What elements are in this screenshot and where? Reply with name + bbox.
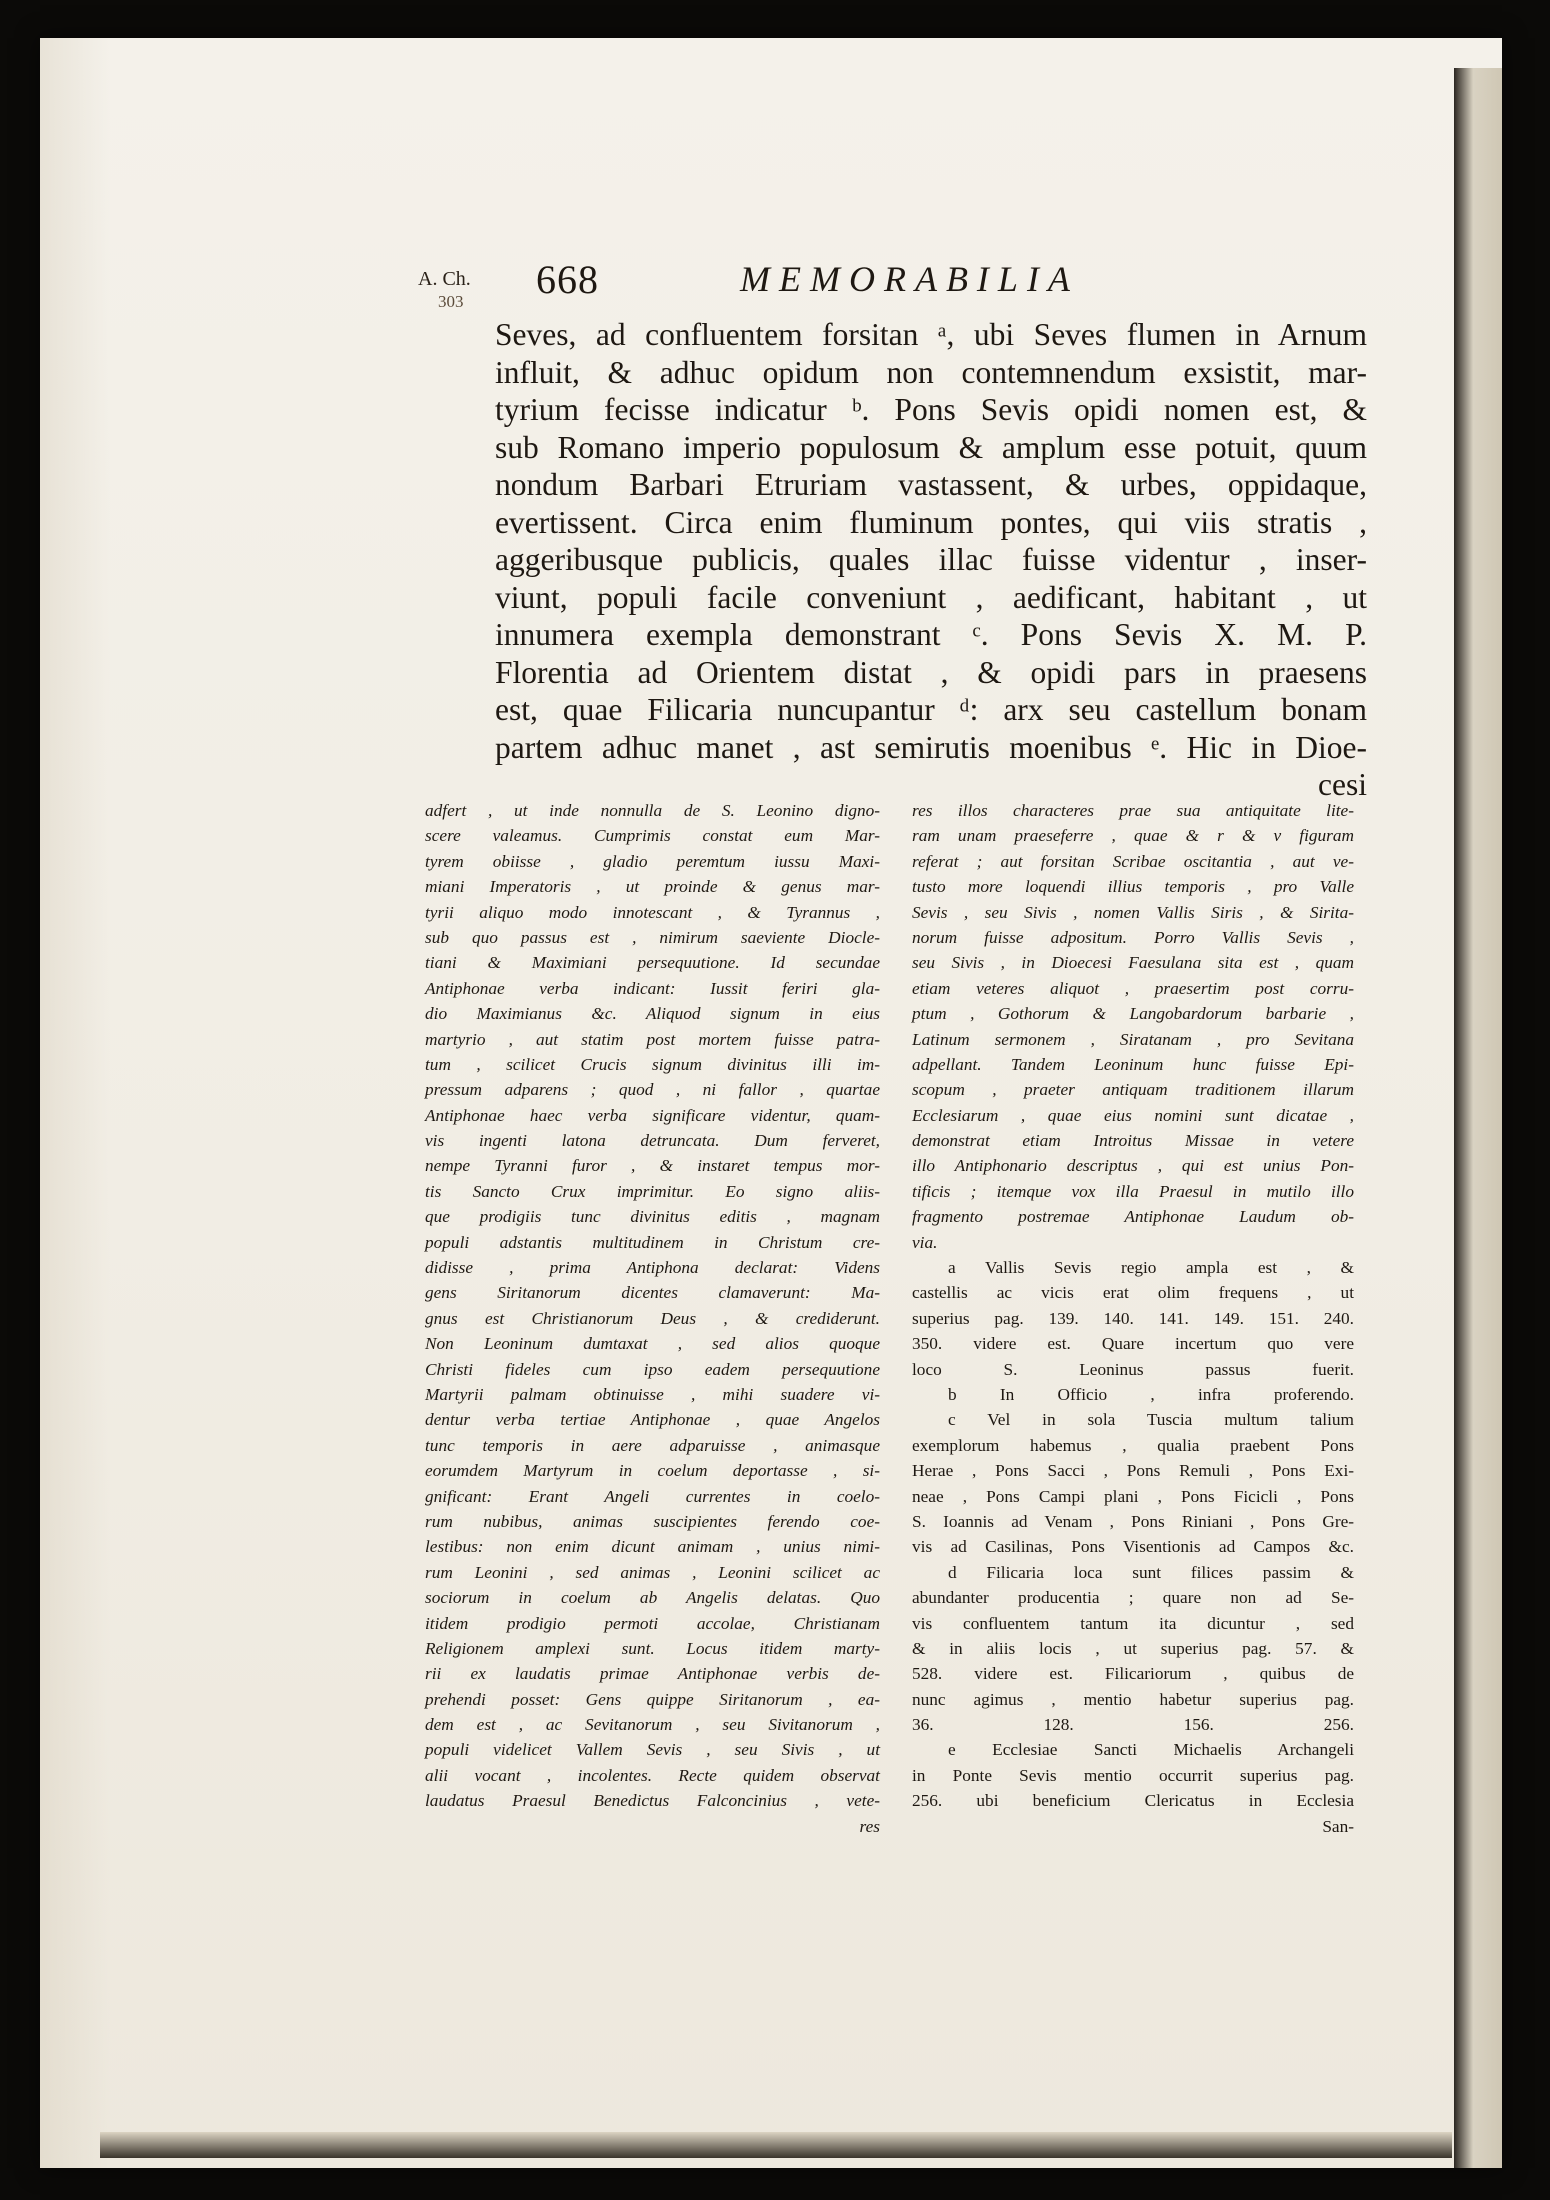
main-text-block (495, 316, 1367, 804)
footnote-line: 36. 128. 156. 256. (912, 1715, 1354, 1735)
footnote-line: loco S. Leoninus passus fuerit. (912, 1359, 1354, 1379)
footnote-line: e Ecclesiae Sancti Michaelis Archangeli (948, 1740, 1354, 1760)
left-column-line: dentur verba tertiae Antiphonae , quae Angelos (425, 1410, 880, 1430)
left-column-line: itidem prodigio permoti accolae, Christianam (425, 1613, 880, 1633)
running-head: MEMORABILIA (740, 259, 1079, 299)
footnote-line: 528. videre est. Filicariorum , quibus de (912, 1664, 1354, 1684)
margin-year-number: 303 (438, 292, 464, 311)
left-column-line: gnificant: Erant Angeli currentes in coelo- (425, 1486, 880, 1506)
left-column-line: pressum adparens ; quod , ni fallor , quartae (425, 1080, 880, 1100)
left-column-line: gens Siritanorum dicentes clamaverunt: Ma- (425, 1283, 880, 1303)
footnote-line: in Ponte Sevis mentio occurrit superius pag. (912, 1765, 1354, 1785)
left-column-line: tyrii aliquo modo innotescant , & Tyrannus , (425, 902, 880, 922)
left-column-line: res (859, 1816, 880, 1836)
main-text-line: cesi (1318, 767, 1367, 802)
left-column-line: didisse , prima Antiphona declarat: Videns (425, 1258, 880, 1278)
left-column-line: lestibus: non enim dicunt animam , unius nimi- (425, 1537, 880, 1557)
footnote-line: neae , Pons Campi plani , Pons Ficicli , Pons (912, 1486, 1354, 1506)
left-column-line: Antiphonae haec verba significare videntur, quam- (425, 1105, 880, 1125)
right-column-line: demonstrat etiam Introitus Missae in vetere (912, 1131, 1354, 1151)
left-column-line: alii vocant , incolentes. Recte quidem observat (425, 1765, 880, 1785)
footnote-line: a Vallis Sevis regio ampla est , & (948, 1258, 1354, 1278)
left-column-line: tis Sancto Crux imprimitur. Eo signo aliis- (425, 1181, 880, 1201)
main-text-line: aggeribusque publicis, quales illac fuisse videntur , inser- (495, 542, 1367, 577)
left-column-line: scere valeamus. Cumprimis constat eum Mar- (425, 826, 880, 846)
right-column-line: etiam veteres aliquot , praesertim post corru- (912, 978, 1354, 998)
page-edge-right (1454, 68, 1502, 2168)
footnote-line: castellis ac vicis erat olim frequens , ut (912, 1283, 1354, 1303)
footnote-line: b In Officio , infra proferendo. (948, 1384, 1354, 1404)
footnote-line: abundanter producentia ; quare non ad Se- (912, 1588, 1354, 1608)
footnote-line: Herae , Pons Sacci , Pons Remuli , Pons Exi- (912, 1461, 1354, 1481)
right-column-line: tificis ; itemque vox illa Praesul in mutilo illo (912, 1181, 1354, 1201)
footnote-line: exemplorum habemus , qualia praebent Pons (912, 1435, 1354, 1455)
right-column-line: tusto more loquendi illius temporis , pro Valle (912, 877, 1354, 897)
right-column-line: Ecclesiarum , quae eius nomini sunt dicatae , (912, 1105, 1354, 1125)
left-column-line: tyrem obiisse , gladio peremtum iussu Maxi- (425, 851, 880, 871)
footnote-line: San- (1322, 1816, 1354, 1836)
left-footnote-column (425, 798, 880, 1839)
main-text-line: nondum Barbari Etruriam vastassent, & urbes, oppidaque, (495, 467, 1367, 502)
left-column-line: martyrio , aut statim post mortem fuisse patra- (425, 1029, 880, 1049)
left-column-line: populi videlicet Vallem Sevis , seu Sivis , ut (425, 1740, 880, 1760)
left-column-line: rum Leonini , sed animas , Leonini scilicet ac (425, 1562, 880, 1582)
margin-year-note: A. Ch. (418, 268, 471, 290)
left-column-line: Religionem amplexi sunt. Locus itidem marty- (425, 1638, 880, 1658)
left-column-line: Christi fideles cum ipso eadem persequutione (425, 1359, 880, 1379)
right-column-line: scopum , praeter antiquam traditionem illarum (912, 1080, 1354, 1100)
left-column-line: rii ex laudatis primae Antiphonae verbis de- (425, 1664, 880, 1684)
footnote-line: vis ad Casilinas, Pons Visentionis ad Campos &c. (912, 1537, 1354, 1557)
right-column-line: ram unam praeseferre , quae & r & v figuram (912, 826, 1354, 846)
footnote-line: c Vel in sola Tuscia multum talium (948, 1410, 1354, 1430)
page-edge-bottom (100, 2132, 1452, 2158)
left-column-line: tum , scilicet Crucis signum divinitus illi im- (425, 1054, 880, 1074)
main-text-line: partem adhuc manet , ast semirutis moenibus ᵉ. Hic in Dioe- (495, 729, 1367, 765)
footnote-line: 256. ubi beneficium Clericatus in Ecclesia (912, 1791, 1354, 1811)
left-column-line: dem est , ac Sevitanorum , seu Sivitanorum , (425, 1715, 880, 1735)
right-column-line: norum fuisse adpositum. Porro Vallis Sevis , (912, 927, 1354, 947)
right-column-line: via. (912, 1232, 938, 1252)
left-column-line: tunc temporis in aere adparuisse , animasque (425, 1435, 880, 1455)
left-column-line: tiani & Maximiani persequutione. Id secundae (425, 953, 880, 973)
right-footnote-column (912, 798, 1354, 1839)
main-text-line: Seves, ad confluentem forsitan ᵃ, ubi Seves flumen in Arnum (495, 317, 1367, 352)
right-column-line: illo Antiphonario descriptus , qui est unius Pon- (912, 1156, 1354, 1176)
main-text-line: sub Romano imperio populosum & amplum esse potuit, quum (495, 429, 1367, 465)
left-column-line: laudatus Praesul Benedictus Falconcinius , vete- (425, 1791, 880, 1811)
right-column-line: referat ; aut forsitan Scribae oscitantia , aut ve- (912, 851, 1354, 871)
left-column-line: adfert , ut inde nonnulla de S. Leonino digno- (425, 801, 880, 820)
left-column-line: que prodigiis tunc divinitus editis , magnam (425, 1207, 880, 1227)
right-column-line: adpellant. Tandem Leoninum hunc fuisse Epi- (912, 1054, 1354, 1074)
right-column-line: seu Sivis , in Dioecesi Faesulana sita est , quam (912, 953, 1354, 973)
left-column-line: gnus est Christianorum Deus , & crediderunt. (425, 1308, 880, 1328)
left-column-line: prehendi posset: Gens quippe Siritanorum , ea- (425, 1689, 880, 1709)
right-column-line: ptum , Gothorum & Langobardorum barbarie , (912, 1004, 1354, 1024)
right-column-line: fragmento postremae Antiphonae Laudum ob- (912, 1207, 1354, 1227)
footnote-line: d Filicaria loca sunt filices passim & (948, 1562, 1354, 1582)
main-text-line: viunt, populi facile conveniunt , aedificant, habitant , ut (495, 579, 1367, 615)
left-column-line: sociorum in coelum ab Angelis delatas. Quo (425, 1588, 880, 1608)
left-column-line: dio Maximianus &c. Aliquod signum in eius (425, 1004, 880, 1024)
footnote-line: vis confluentem tantum ita dicuntur , sed (912, 1613, 1354, 1633)
left-column-line: miani Imperatoris , ut proinde & genus mar- (425, 877, 880, 897)
left-column-line: Martyrii palmam obtinuisse , mihi suadere vi- (425, 1384, 880, 1404)
page-number: 668 (536, 257, 599, 302)
left-column-line: nempe Tyranni furor , & instaret tempus mor- (425, 1156, 880, 1176)
footnote-line: superius pag. 139. 140. 141. 149. 151. 240. (912, 1308, 1354, 1328)
left-column-line: Non Leoninum dumtaxat , sed alios quoque (425, 1334, 880, 1354)
footnote-line: nunc agimus , mentio habetur superius pag. (912, 1689, 1354, 1709)
left-column-line: populi adstantis multitudinem in Christum cre- (425, 1232, 880, 1252)
left-column-line: eorumdem Martyrum in coelum deportasse , si- (425, 1461, 880, 1481)
footnote-line: S. Ioannis ad Venam , Pons Riniani , Pons Gre- (912, 1511, 1354, 1531)
main-text-line: tyrium fecisse indicatur ᵇ. Pons Sevis opidi nomen est, & (495, 392, 1367, 427)
main-text-line: est, quae Filicaria nuncupantur ᵈ: arx seu castellum bonam (495, 692, 1367, 727)
main-text-line: innumera exempla demonstrant ᶜ. Pons Sevis X. M. P. (495, 617, 1367, 652)
main-text-line: evertissent. Circa enim fluminum pontes, qui viis stratis , (495, 504, 1367, 540)
right-column-line: res illos characteres prae sua antiquitate lite- (912, 801, 1354, 820)
left-column-line: rum nubibus, animas suscipientes ferendo coe- (425, 1511, 880, 1531)
right-column-line: Sevis , seu Sivis , nomen Vallis Siris , & Sirita- (912, 902, 1354, 922)
left-column-line: Antiphonae verba indicant: Iussit feriri gla- (425, 978, 880, 998)
footnote-line: & in aliis locis , ut superius pag. 57. & (912, 1638, 1354, 1658)
main-text-line: Florentia ad Orientem distat , & opidi pars in praesens (495, 654, 1367, 690)
right-column-line: Latinum sermonem , Siratanam , pro Sevitana (912, 1029, 1354, 1049)
left-column-line: vis ingenti latona detruncata. Dum ferveret, (425, 1131, 880, 1151)
footnote-line: 350. videre est. Quare incertum quo vere (912, 1334, 1354, 1354)
left-column-line: sub quo passus est , nimirum saeviente Diocle- (425, 927, 880, 947)
main-text-line: influit, & adhuc opidum non contemnendum exsistit, mar- (495, 354, 1367, 390)
